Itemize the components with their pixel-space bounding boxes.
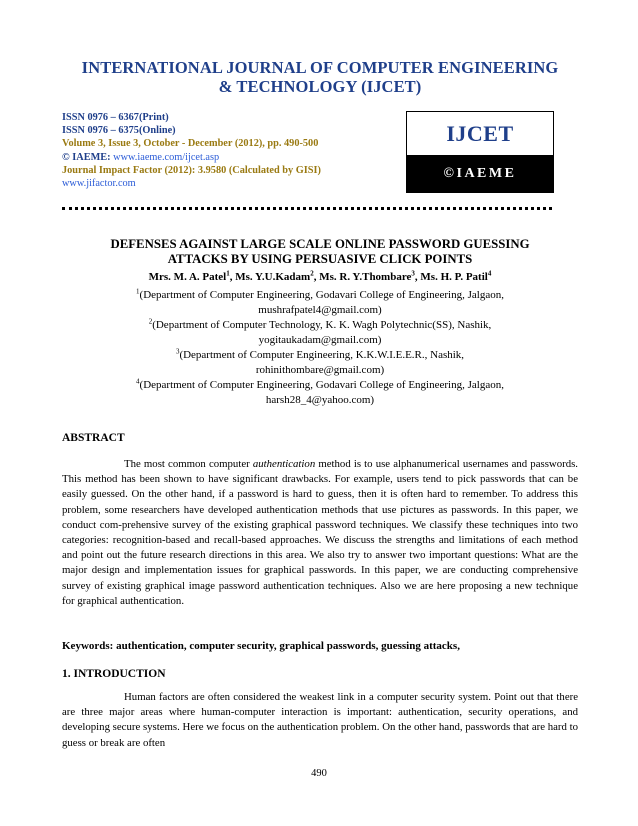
logo-publisher: ©IAEME [407,155,553,192]
author-name: Mrs. M. A. Patel [148,271,227,283]
introduction-body [62,690,578,751]
affiliation-sup: 1 [136,287,140,296]
affiliation-line [62,378,578,393]
abstract-heading: ABSTRACT [62,432,125,444]
abstract-text-rest: method is to use alphanumerical usernames and passwords. This method has been shown to have significant drawbacks. For example, users tend to pick passwords that can be easily guessed. On the other hand, if a password is hard to guess, then it is often hard to remember. To address this problem, some researchers have developed authentication methods that use pictures as passwords. In this paper, we conduct com-prehensive survey of the existing graphical password techniques. We classify these techniques into two categories: recognition-based and recall-based approaches. We discuss the strengths and limitations of each method and point out the future research directions in this area. We also try to answer two important questions: What are the major design and implementation issues for graphical passwords. In this paper, we are conducting comprehensive survey of existing graphical image password authentication techniques. Also we are here proposing a new technique for graphical authentication. [62,458,578,607]
journal-title [60,58,580,96]
affiliation-email: rohinithombare@gmail.com) [255,364,385,376]
affiliation-line [62,318,578,333]
journal-title-line2: & TECHNOLOGY (IJCET) [218,77,422,96]
author-sup: 2 [310,269,314,278]
abstract-text-start: The most common computer [124,458,253,470]
affiliation-sup: 3 [175,347,180,356]
keywords [62,640,578,652]
paper-title-line2: ATTACKS BY USING PERSUASIVE CLICK POINTS [167,252,473,266]
keywords-label: Keywords: [62,640,117,652]
affiliation-line [62,288,578,303]
author-name: Ms. R. Y.Thombare [319,271,412,283]
issn-online: ISSN 0976 – 6375(Online) [62,125,176,137]
journal-info [62,111,402,190]
affiliation-sup: 2 [148,317,153,326]
affiliation-text: (Department of Computer Engineering, Godavari College of Engineering, Jalgaon, [139,379,504,391]
author-sup: 1 [226,269,230,278]
paper-title-line1: DEFENSES AGAINST LARGE SCALE ONLINE PASSWORD GUESSING [110,237,530,251]
author-separator: , [229,271,236,283]
journal-logo [406,111,554,193]
issn-print: ISSN 0976 – 6367(Print) [62,112,169,123]
paper-title [62,237,578,267]
logo-title: IJCET [446,120,514,146]
journal-title-line1: INTERNATIONAL JOURNAL OF COMPUTER ENGINEERING [81,58,559,77]
affiliation-text: (Department of Computer Engineering, Godavari College of Engineering, Jalgaon, [139,289,504,301]
abstract-body [62,457,578,609]
author-sup: 3 [411,269,415,278]
affiliation [62,288,578,318]
author-separator: , [414,271,421,283]
author-name: Ms. H. P. Patil [420,271,488,283]
affiliation-email: mushrafpatel4@gmail.com) [258,304,382,316]
author-list [62,270,578,284]
affiliation-text: (Department of Computer Engineering, K.K.W.I.E.E.R., Nashik, [179,349,465,361]
affiliation-sup: 4 [136,377,140,386]
introduction-text: Human factors are often considered the weakest link in a computer security system. Point out that there are three major areas where human-computer interaction is important: authentication, security operations, and developing secure systems. Here we focus on the authentication problem. On the other hand, passwords that are hard to guess or break are often [62,691,578,749]
affiliation-email: harsh28_4@yahoo.com) [265,394,375,406]
page-number: 490 [311,768,327,779]
author-separator: , [313,271,320,283]
affiliation [62,348,578,378]
affiliation [62,378,578,408]
affiliation [62,318,578,348]
iaeme-link[interactable]: www.iaeme.com/ijcet.asp [113,151,220,163]
introduction-heading: 1. INTRODUCTION [62,668,166,680]
impact-factor: Journal Impact Factor (2012): 3.9580 (Calculated by GISI) [62,164,321,176]
author-name: Ms. Y.U.Kadam [235,271,311,283]
author-sup: 4 [487,269,492,278]
iaeme-label: © IAEME: [62,151,114,163]
header-divider [62,207,552,210]
jifactor-link[interactable]: www.jifactor.com [62,178,136,190]
affiliation-email: yogitaukadam@gmail.com) [258,334,382,346]
affiliation-text: (Department of Computer Technology, K. K. Wagh Polytechnic(SS), Nashik, [152,319,492,331]
keywords-text: authentication, computer security, graphical passwords, guessing attacks, [116,640,460,652]
iaeme-line [62,151,402,164]
abstract-italic-term: authentication [252,458,316,470]
volume-info: Volume 3, Issue 3, October - December (2012), pp. 490-500 [62,138,319,150]
affiliation-line [62,348,578,363]
